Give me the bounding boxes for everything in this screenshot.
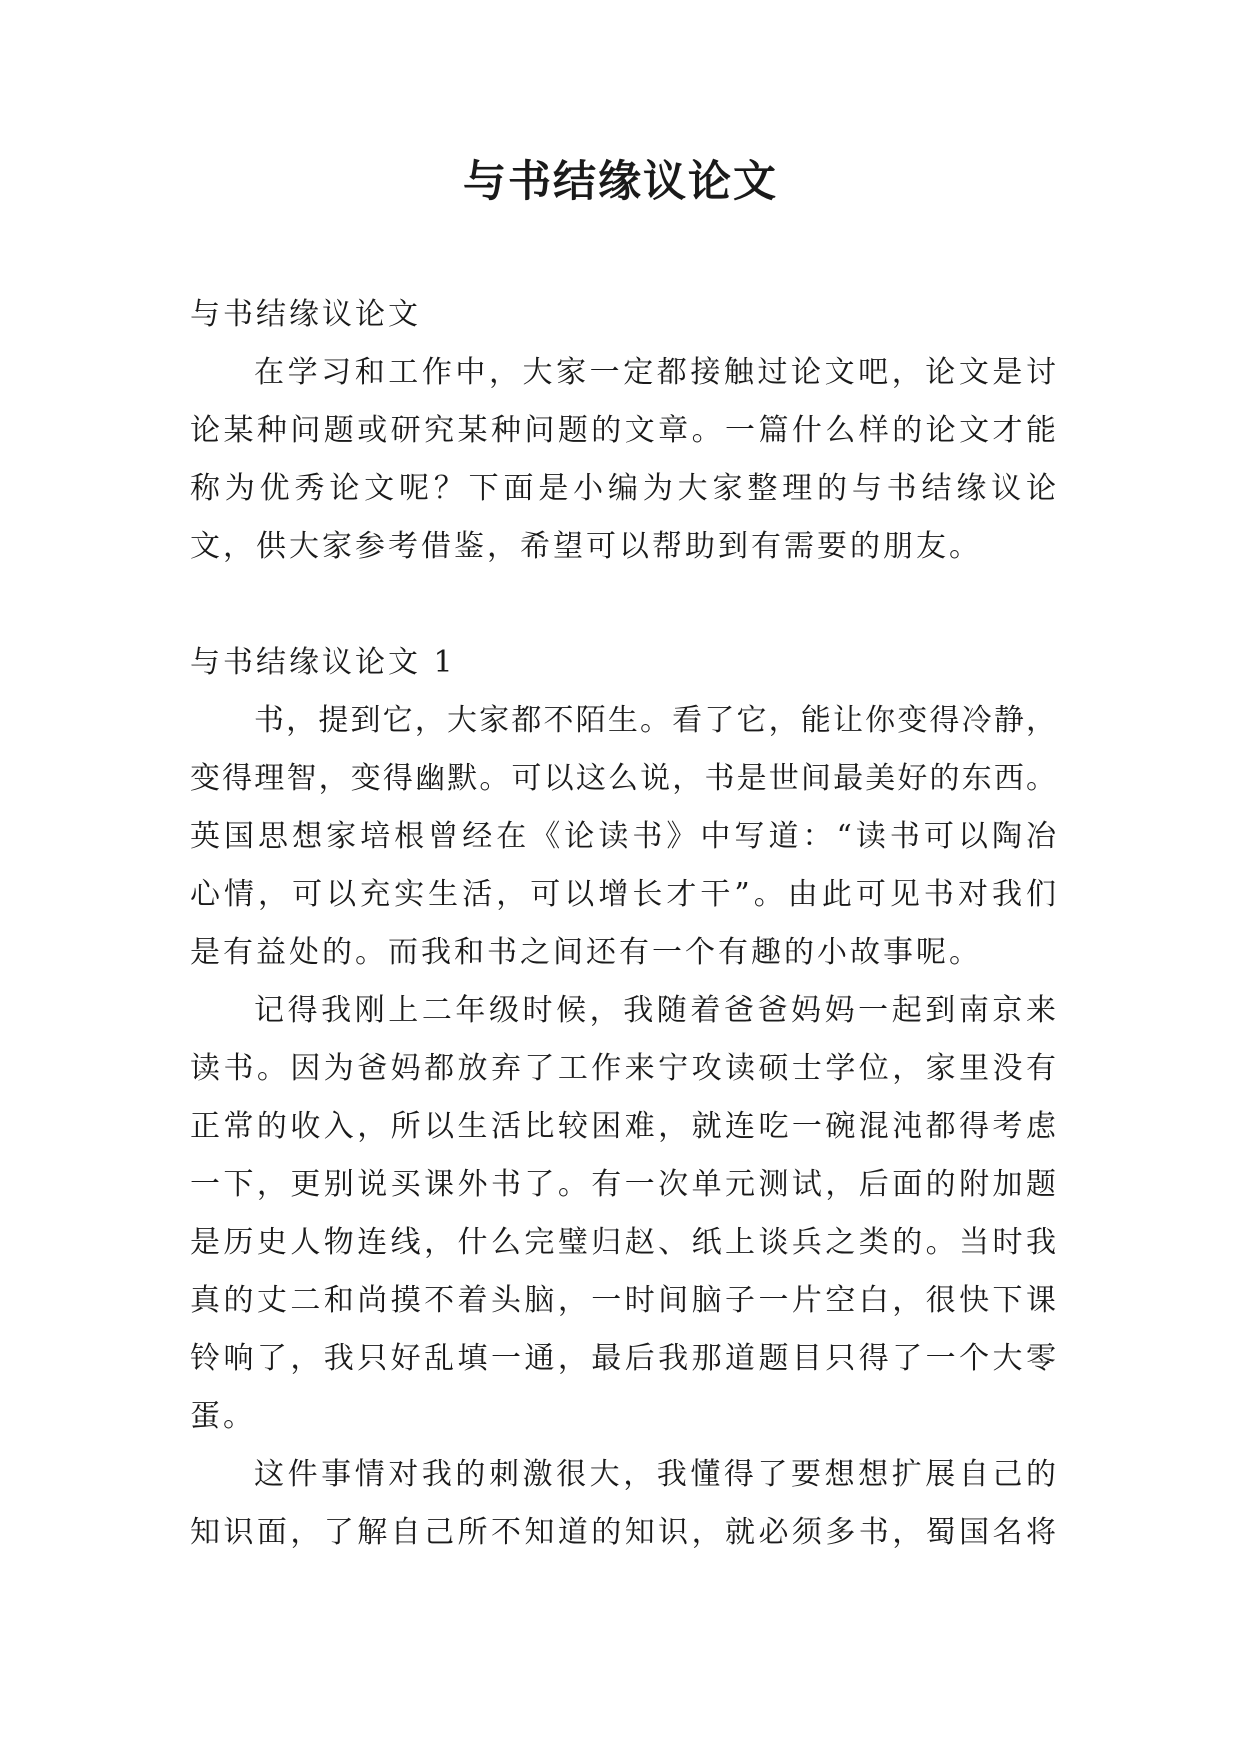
- paragraph-line: 文，供大家参考借鉴，希望可以帮助到有需要的朋友。: [190, 529, 982, 564]
- paragraph-1: [190, 692, 1056, 982]
- paragraph-line: 蛋。: [190, 1399, 256, 1434]
- document-body: [190, 286, 1056, 1562]
- paragraph-line: 铃响了，我只好乱填一通，最后我那道题目只得了一个大零: [190, 1341, 1056, 1376]
- intro-paragraph: [190, 344, 1056, 576]
- section-heading: 与书结缘议论文 1: [190, 645, 456, 680]
- paragraph-3: [190, 1446, 1056, 1562]
- paragraph-line: 正常的收入，所以生活比较困难，就连吃一碗混沌都得考虑: [190, 1109, 1056, 1144]
- paragraph-line: 心情，可以充实生活，可以增长才干”。由此可见书对我们: [190, 877, 1056, 912]
- paragraph-line: 变得理智，变得幽默。可以这么说，书是世间最美好的东西。: [190, 761, 1056, 796]
- paragraph-line: 知识面，了解自己所不知道的知识，就必须多书，蜀国名将: [190, 1515, 1056, 1550]
- section-spacer: [190, 576, 1056, 634]
- paragraph-line: 是历史人物连线，什么完璧归赵、纸上谈兵之类的。当时我: [190, 1225, 1056, 1260]
- paragraph-line: 书，提到它，大家都不陌生。看了它，能让你变得冷静，: [254, 703, 1056, 738]
- paragraph-line: 读书。因为爸妈都放弃了工作来宁攻读硕士学位，家里没有: [190, 1051, 1056, 1086]
- paragraph-line: 这件事情对我的刺激很大，我懂得了要想想扩展自己的: [254, 1457, 1056, 1492]
- paragraph-2: [190, 982, 1056, 1446]
- intro-heading: 与书结缘议论文: [190, 297, 421, 332]
- document-title: 与书结缘议论文: [463, 157, 778, 207]
- paragraph-line: 一下，更别说买课外书了。有一次单元测试，后面的附加题: [190, 1167, 1056, 1202]
- paragraph-line: 论某种问题或研究某种问题的文章。一篇什么样的论文才能: [190, 413, 1056, 448]
- paragraph-line: 真的丈二和尚摸不着头脑，一时间脑子一片空白，很快下课: [190, 1283, 1056, 1318]
- paragraph-line: 称为优秀论文呢？下面是小编为大家整理的与书结缘议论: [190, 471, 1056, 506]
- paragraph-line: 记得我刚上二年级时候，我随着爸爸妈妈一起到南京来: [254, 993, 1056, 1028]
- paragraph-line: 英国思想家培根曾经在《论读书》中写道：“读书可以陶冶: [190, 819, 1056, 854]
- paragraph-line: 在学习和工作中，大家一定都接触过论文吧，论文是讨: [254, 355, 1056, 390]
- paragraph-line: 是有益处的。而我和书之间还有一个有趣的小故事呢。: [190, 935, 982, 970]
